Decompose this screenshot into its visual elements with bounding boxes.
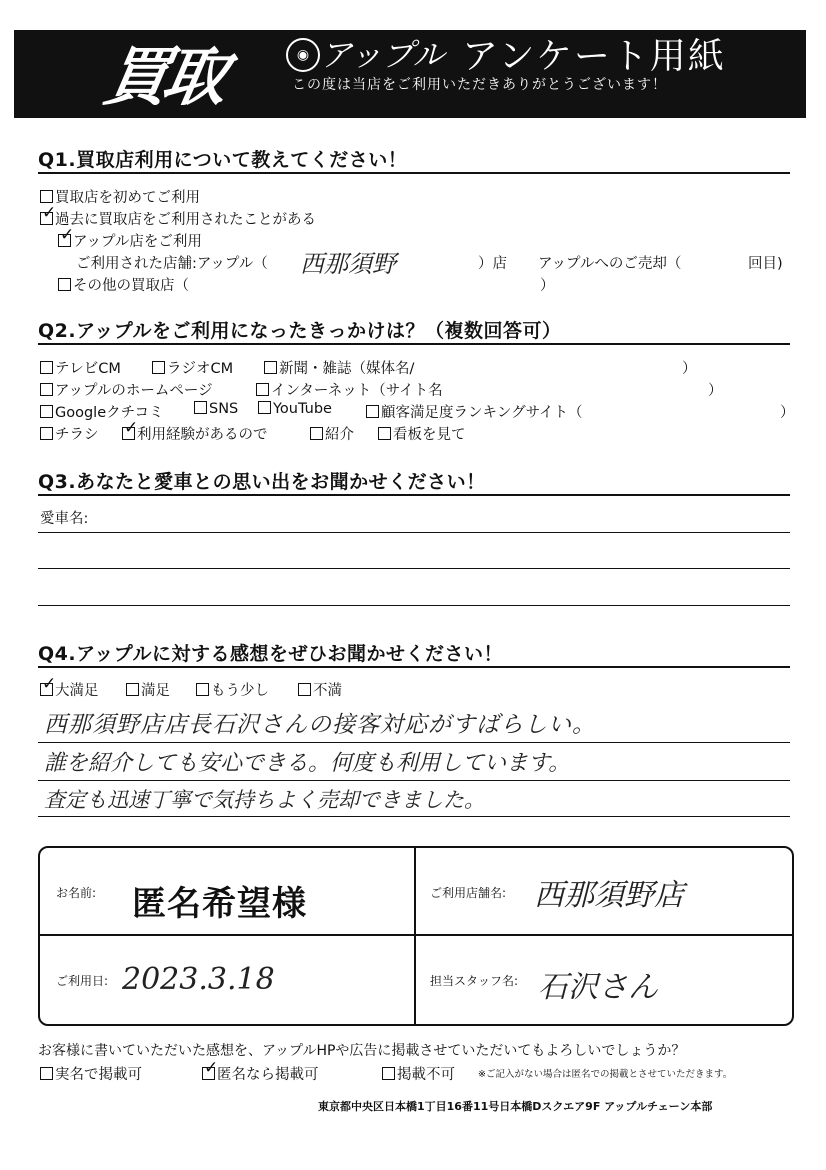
q1-other-label: その他の買取店（: [73, 278, 189, 294]
q2-flyer[interactable]: [40, 423, 99, 444]
q2-homepage-label: アップルのホームページ: [55, 383, 213, 399]
checkbox[interactable]: [256, 383, 269, 396]
q2-experience-label: 利用経験があるので: [137, 427, 268, 443]
checkbox-checked[interactable]: [40, 212, 53, 225]
consent-real-name[interactable]: [40, 1063, 142, 1084]
store-value[interactable]: 西那須野店: [534, 878, 684, 913]
checkbox[interactable]: [194, 401, 207, 414]
consent-note: ※ご記入がない場合は匿名での掲載とさせていただきます。: [478, 1069, 733, 1080]
q2-internet-close: ）: [708, 383, 723, 399]
consent-not-allowed[interactable]: [382, 1063, 455, 1084]
q4-little[interactable]: [196, 679, 269, 700]
q2-radio-label: ラジオCM: [167, 361, 234, 377]
q4-title: Q4.アップルに対する感想をぜひお聞かせください！: [38, 643, 504, 665]
checkbox[interactable]: [58, 278, 71, 291]
q1-apple-used[interactable]: [58, 230, 202, 251]
checkbox[interactable]: [310, 427, 323, 440]
q1-used-before[interactable]: [40, 208, 316, 229]
q1-first-time[interactable]: [40, 186, 200, 207]
staff-label: 担当スタッフ名:: [430, 974, 519, 988]
q2-experience[interactable]: [122, 423, 268, 444]
q2-tvcm[interactable]: [40, 357, 121, 378]
q2-rule: [38, 343, 790, 345]
q2-homepage[interactable]: [40, 379, 213, 400]
q3-title: Q3.あなたと愛車との思い出をお聞かせください！: [38, 471, 486, 493]
store-label: ご利用店舗名:: [430, 886, 507, 900]
q4-very-label: 大満足: [55, 683, 99, 699]
checkbox[interactable]: [382, 1067, 395, 1080]
q4-little-label: もう少し: [211, 683, 269, 699]
checkbox[interactable]: [378, 427, 391, 440]
q4-comment-line-3[interactable]: 査定も迅速丁寧で気持ちよく売却できました。: [44, 788, 485, 812]
info-divider-vertical: [414, 846, 416, 1026]
thanks-message: この度は当店をご利用いただきありがとうございます！: [292, 77, 667, 93]
q2-sns-label: SNS: [209, 401, 239, 417]
q3-rule: [38, 494, 790, 496]
checkbox[interactable]: [40, 361, 53, 374]
checkbox[interactable]: [40, 427, 53, 440]
q1-rule: [38, 172, 790, 174]
consent-not-allowed-label: 掲載不可: [397, 1067, 455, 1083]
q2-sns[interactable]: [194, 401, 238, 417]
q2-youtube[interactable]: [258, 401, 332, 417]
checkbox[interactable]: [298, 683, 311, 696]
q4-satisfied[interactable]: [126, 679, 170, 700]
checkbox[interactable]: [40, 190, 53, 203]
consent-anonymous[interactable]: [202, 1063, 319, 1084]
info-divider-horizontal: [38, 934, 792, 936]
q4-line-2: [38, 780, 790, 781]
q2-news-close: ）: [682, 361, 697, 377]
checkbox[interactable]: [152, 361, 165, 374]
q4-dissatisfied-label: 不満: [313, 683, 342, 699]
q2-flyer-label: チラシ: [55, 427, 99, 443]
q1-store-suffix: ）店: [478, 256, 507, 272]
q1-apple-used-label: アップル店をご利用: [73, 234, 202, 250]
q2-internet[interactable]: [256, 379, 443, 400]
date-value[interactable]: 2023.3.18: [122, 962, 275, 997]
checkbox-checked[interactable]: [202, 1067, 215, 1080]
kaitori-logo: 買取: [98, 41, 228, 115]
date-label: ご利用日:: [56, 974, 109, 988]
checkbox[interactable]: [258, 401, 271, 414]
q3-line-3[interactable]: [38, 605, 790, 606]
q4-line-3: [38, 816, 790, 817]
q3-car-label: 愛車名:: [40, 511, 89, 527]
name-label: お名前:: [56, 886, 97, 900]
q2-referral-label: 紹介: [325, 427, 354, 443]
q2-referral[interactable]: [310, 423, 354, 444]
q1-other[interactable]: [58, 274, 189, 295]
q2-signboard[interactable]: [378, 423, 466, 444]
staff-value[interactable]: 石沢さん: [538, 970, 658, 1005]
name-value[interactable]: 匿名希望様: [132, 884, 307, 924]
q4-rule: [38, 666, 790, 668]
q2-ranking-close: ）: [780, 405, 795, 421]
checkbox-checked[interactable]: [122, 427, 135, 440]
q2-ranking-label: 顧客満足度ランキングサイト（: [381, 405, 583, 421]
q1-other-close: ）: [540, 278, 555, 294]
q3-line-1[interactable]: [38, 532, 790, 533]
consent-anonymous-label: 匿名なら掲載可: [217, 1067, 319, 1083]
checkbox[interactable]: [126, 683, 139, 696]
q2-title: Q2.アップルをご利用になったきっかけは？（複数回答可）: [38, 320, 562, 342]
q1-title: Q1.買取店利用について教えてください！: [38, 149, 408, 171]
q1-store-value[interactable]: 西那須野: [300, 250, 396, 278]
q1-store-label: ご利用された店舗:アップル（: [76, 256, 268, 272]
header-banner: [14, 30, 806, 118]
q4-dissatisfied[interactable]: [298, 679, 342, 700]
q2-news-label: 新聞・雑誌（媒体名/: [279, 361, 415, 377]
q4-satisfied-label: 満足: [141, 683, 170, 699]
company-address: 東京都中央区日本橋1丁目16番11号日本橋Dスクエア9F アップルチェーン本部: [318, 1100, 713, 1113]
checkbox[interactable]: [40, 383, 53, 396]
q2-news[interactable]: [264, 357, 414, 378]
q4-comment-line-2[interactable]: 誰を紹介しても安心できる。何度も利用しています。: [44, 751, 571, 776]
apple-logo-icon: ◉: [286, 38, 320, 72]
consent-real-name-label: 実名で掲載可: [55, 1067, 142, 1083]
q2-internet-label: インターネット（サイト名: [271, 383, 443, 399]
checkbox[interactable]: [366, 405, 379, 418]
survey-title: アンケート用紙: [462, 36, 726, 77]
checkbox[interactable]: [264, 361, 277, 374]
q2-radio[interactable]: [152, 357, 233, 378]
q1-times-label: アップルへのご売却（: [538, 256, 682, 272]
consent-question: お客様に書いていただいた感想を、アップルHPや広告に掲載させていただいてもよろしいでしょうか？: [38, 1043, 686, 1059]
brand-name: アップル: [320, 36, 445, 74]
q4-very[interactable]: [40, 679, 99, 700]
checkbox-checked[interactable]: [40, 683, 53, 696]
q2-signboard-label: 看板を見て: [393, 427, 466, 443]
q2-google-label: Googleクチコミ: [55, 405, 164, 421]
q3-line-2[interactable]: [38, 568, 790, 569]
checkbox-checked[interactable]: [58, 234, 71, 247]
q2-tvcm-label: テレビCM: [55, 361, 121, 377]
q4-comment-line-1[interactable]: 西那須野店店長石沢さんの接客対応がすばらしい。: [44, 712, 596, 738]
q2-youtube-label: YouTube: [273, 401, 332, 417]
q1-used-before-label: 過去に買取店をご利用されたことがある: [55, 212, 316, 228]
q2-ranking[interactable]: [366, 401, 583, 422]
q1-times-suffix: 回目): [748, 256, 783, 272]
q4-line-1: [38, 742, 790, 743]
q2-google[interactable]: [40, 401, 164, 422]
checkbox[interactable]: [40, 1067, 53, 1080]
checkbox[interactable]: [196, 683, 209, 696]
q1-first-time-label: 買取店を初めてご利用: [55, 190, 200, 206]
checkbox[interactable]: [40, 405, 53, 418]
